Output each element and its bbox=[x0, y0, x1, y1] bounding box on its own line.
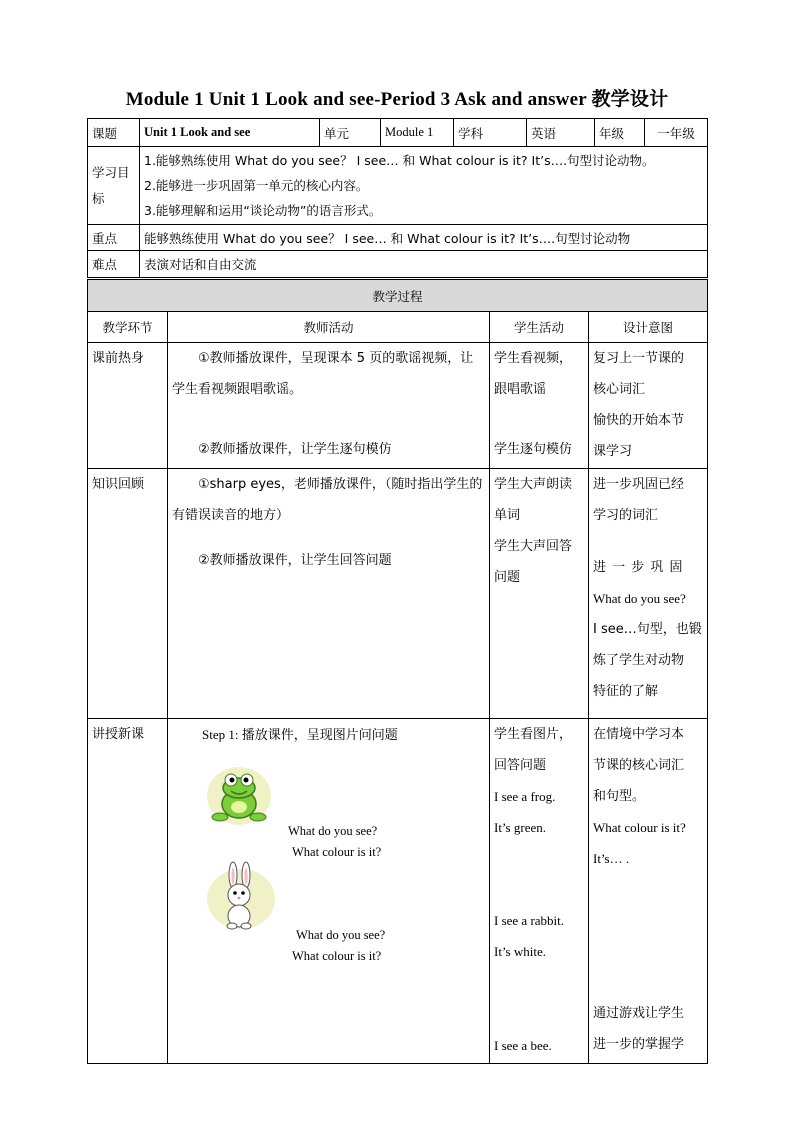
teacher-item: ②教师播放课件，让学生逐句模仿 bbox=[198, 442, 392, 457]
frog-picture bbox=[206, 764, 272, 826]
page-title: Module 1 Unit 1 Look and see-Period 3 Ask and answer 教学设计 bbox=[125, 89, 669, 110]
student-item: 学生逐句模仿 bbox=[494, 442, 573, 457]
unit-value: Module 1 bbox=[381, 119, 454, 147]
purpose-item: 核心词汇 bbox=[593, 382, 646, 397]
purpose-item: It’s… . bbox=[593, 851, 630, 866]
column-header-row bbox=[88, 312, 708, 343]
teacher-cell bbox=[168, 469, 490, 719]
purpose-item: 特征的了解 bbox=[593, 684, 659, 699]
purpose-item: 通过游戏让学生 bbox=[593, 1006, 685, 1021]
student-item: 学生看图片， bbox=[494, 727, 573, 742]
goal-item: 1.能够熟练使用 What do you see？ I see… 和 What colour is it? It’s….句型讨论动物。 bbox=[144, 153, 655, 168]
student-cell bbox=[490, 469, 589, 719]
teacher-cell bbox=[168, 343, 490, 469]
column-header: 教学环节 bbox=[88, 312, 168, 343]
purpose-item: 愉快的开始本节 bbox=[593, 413, 685, 428]
student-item: I see a rabbit. bbox=[494, 913, 565, 928]
table-row bbox=[88, 719, 708, 1064]
purpose-cell bbox=[589, 343, 708, 469]
difficulty-row bbox=[88, 251, 708, 278]
student-item: 回答问题 bbox=[494, 758, 547, 773]
purpose-item: 学习的词汇 bbox=[593, 508, 659, 523]
student-cell bbox=[490, 343, 589, 469]
topic-value: Unit 1 Look and see bbox=[140, 119, 320, 147]
question: What colour is it? bbox=[292, 845, 382, 859]
key-point-label: 重点 bbox=[88, 225, 140, 251]
column-header: 设计意图 bbox=[589, 312, 708, 343]
student-item: I see a frog. bbox=[494, 789, 556, 804]
goals-label: 学习目标 bbox=[88, 147, 140, 225]
key-point-value: 能够熟练使用 What do you see？ I see… 和 What colour is it? It’s….句型讨论动物 bbox=[140, 225, 708, 251]
process-header-row bbox=[88, 280, 708, 312]
stage-cell: 知识回顾 bbox=[88, 469, 168, 719]
purpose-item: 在情境中学习本 bbox=[593, 727, 685, 742]
purpose-item: 复习上一节课的 bbox=[593, 351, 685, 366]
stage-cell: 讲授新课 bbox=[88, 719, 168, 1064]
teacher-cell bbox=[168, 719, 490, 1064]
teacher-item: Step 1: 播放课件，呈现图片问问题 bbox=[202, 727, 398, 742]
student-item: 单词 bbox=[494, 508, 521, 523]
goals-list bbox=[140, 147, 708, 225]
student-item: It’s green. bbox=[494, 820, 546, 835]
table-row bbox=[88, 469, 708, 719]
student-item: 问题 bbox=[494, 570, 521, 585]
purpose-item: What do you see? bbox=[593, 591, 686, 606]
goal-item: 2.能够进一步巩固第一单元的核心内容。 bbox=[144, 178, 369, 193]
purpose-cell bbox=[589, 719, 708, 1064]
purpose-item: 和句型。 bbox=[593, 789, 646, 804]
difficulty-label: 难点 bbox=[88, 251, 140, 278]
purpose-item: 进一步的掌握学 bbox=[593, 1037, 685, 1052]
topic-label: 课题 bbox=[88, 119, 140, 147]
teacher-item: ①sharp eyes，老师播放课件，（随时指出学生的有错误读音的地方） bbox=[172, 477, 483, 523]
question: What do you see? bbox=[288, 824, 378, 838]
purpose-item: 进一步巩固已经 bbox=[593, 477, 685, 492]
subject-value: 英语 bbox=[527, 119, 595, 147]
goal-item: 3.能够理解和运用“谈论动物”的语言形式。 bbox=[144, 203, 382, 218]
grade-label: 年级 bbox=[595, 119, 645, 147]
key-point-row bbox=[88, 225, 708, 251]
teacher-item: ②教师播放课件，让学生回答问题 bbox=[198, 553, 392, 568]
student-item: It’s white. bbox=[494, 944, 546, 959]
student-item: 学生大声回答 bbox=[494, 539, 573, 554]
student-item: 跟唱歌谣 bbox=[494, 382, 547, 397]
purpose-item: I see…句型，也锻 bbox=[593, 622, 702, 637]
subject-label: 学科 bbox=[454, 119, 527, 147]
difficulty-value: 表演对话和自由交流 bbox=[140, 251, 708, 278]
rabbit-picture bbox=[206, 861, 276, 931]
process-table bbox=[87, 279, 708, 1064]
grade-value: 一年级 bbox=[645, 119, 708, 147]
purpose-item: 节课的核心词汇 bbox=[593, 758, 685, 773]
question: What colour is it? bbox=[292, 949, 382, 963]
student-item: 学生大声朗读 bbox=[494, 477, 573, 492]
question: What do you see? bbox=[296, 928, 386, 942]
info-table bbox=[87, 118, 708, 278]
goals-row bbox=[88, 147, 708, 225]
purpose-cell bbox=[589, 469, 708, 719]
purpose-item: What colour is it? bbox=[593, 820, 686, 835]
student-cell bbox=[490, 719, 589, 1064]
stage-cell: 课前热身 bbox=[88, 343, 168, 469]
purpose-item: 课学习 bbox=[593, 444, 633, 459]
info-row bbox=[88, 119, 708, 147]
student-item: 学生看视频， bbox=[494, 351, 573, 366]
table-row bbox=[88, 343, 708, 469]
column-header: 学生活动 bbox=[490, 312, 589, 343]
unit-label: 单元 bbox=[320, 119, 381, 147]
purpose-item: 炼了学生对动物 bbox=[593, 653, 685, 668]
teacher-item: ①教师播放课件，呈现课本 5 页的歌谣视频，让学生看视频跟唱歌谣。 bbox=[172, 351, 474, 397]
purpose-item: 进 一 步 巩 固 bbox=[593, 560, 684, 575]
process-header: 教学过程 bbox=[88, 280, 708, 312]
student-item: I see a bee. bbox=[494, 1038, 552, 1053]
column-header: 教师活动 bbox=[168, 312, 490, 343]
